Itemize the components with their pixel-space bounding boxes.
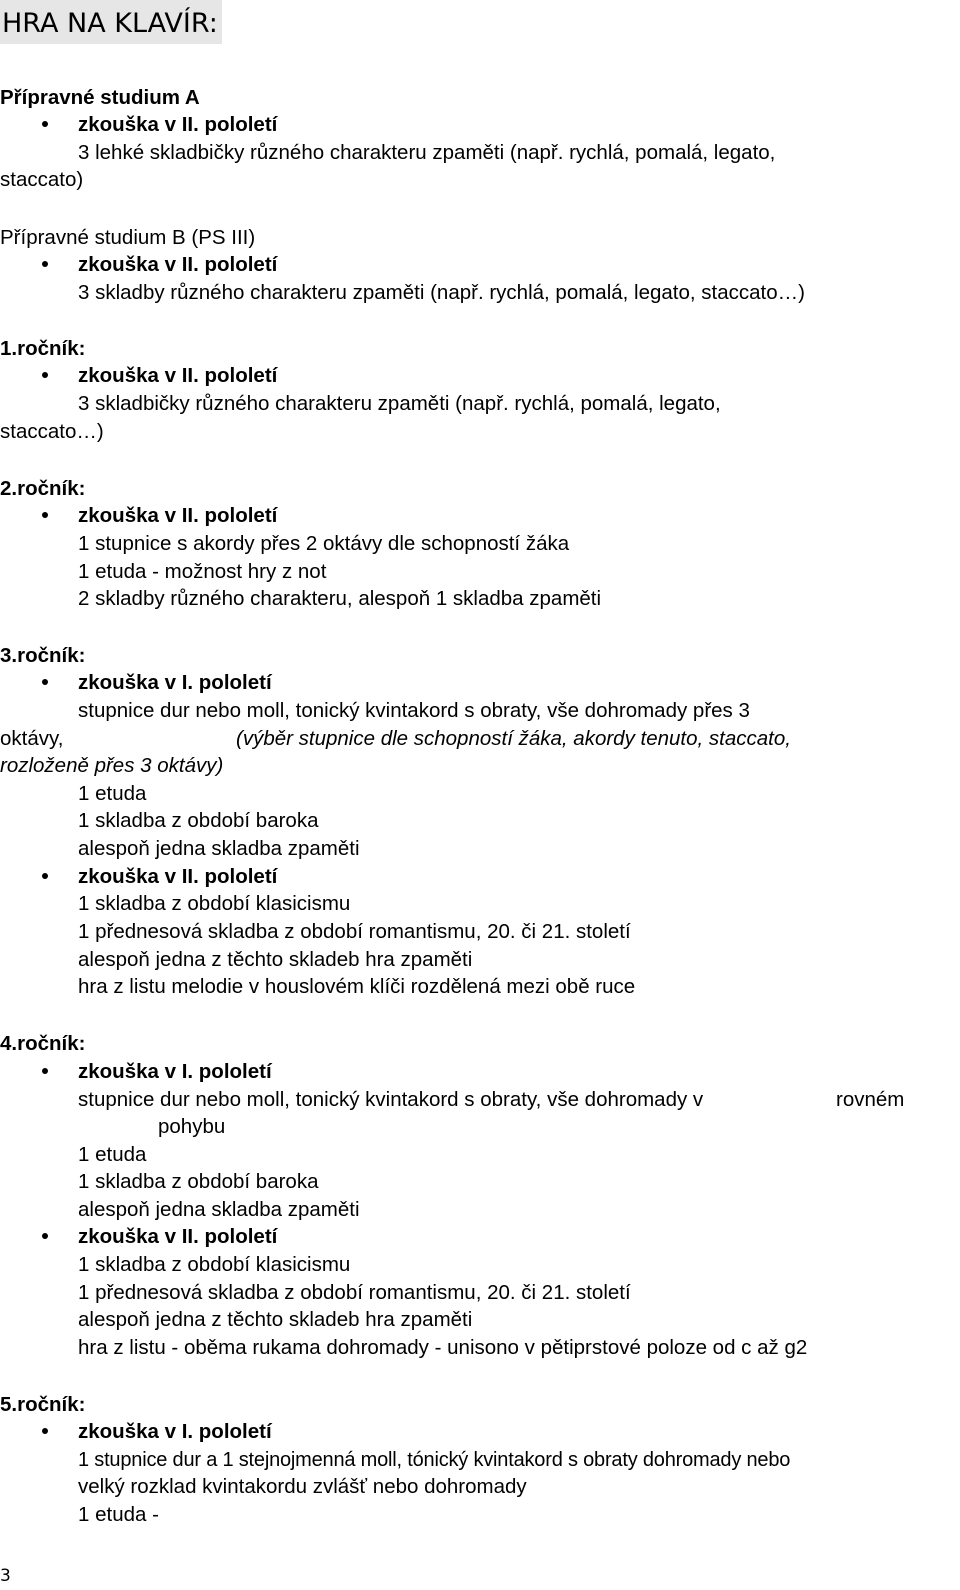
requirement-line: 3 skladbičky různého charakteru zpaměti (např. rychlá, pomalá, legato, — [78, 392, 721, 415]
bullet-icon — [42, 512, 48, 518]
requirement-note: rozloženě přes 3 oktávy) — [0, 754, 224, 777]
bullet-icon — [42, 679, 48, 685]
requirement-line: hra z listu melodie v houslovém klíči rozdělená mezi obě ruce — [78, 975, 636, 998]
section-heading: 5.ročník: — [0, 1393, 86, 1416]
requirement-line: alespoň jedna skladba zpaměti — [78, 837, 360, 860]
requirement-line: 1 skladba z období baroka — [78, 809, 319, 832]
requirement-line: 1 skladba z období klasicismu — [78, 892, 351, 915]
bullet-icon — [42, 1428, 48, 1434]
bullet-icon — [42, 1068, 48, 1074]
section-heading: Přípravné studium A — [0, 86, 200, 109]
section-heading: 4.ročník: — [0, 1032, 86, 1055]
requirement-line: 3 lehké skladbičky různého charakteru zpaměti (např. rychlá, pomalá, legato, — [78, 141, 776, 164]
requirement-line: 1 etuda - — [78, 1503, 159, 1526]
section-heading: 2.ročník: — [0, 477, 86, 500]
exam-term: zkouška v I. pololetí — [78, 1420, 272, 1443]
requirement-line: staccato) — [0, 168, 84, 191]
requirement-line: staccato…) — [0, 420, 104, 443]
requirement-line: 1 přednesová skladba z období romantismu, 20. či 21. století — [78, 1281, 631, 1304]
requirement-line: 1 přednesová skladba z období romantismu, 20. či 21. století — [78, 920, 631, 943]
requirement-line: 1 skladba z období klasicismu — [78, 1253, 351, 1276]
requirement-note: (výběr stupnice dle schopností žáka, akordy tenuto, staccato, — [236, 727, 791, 750]
bullet-icon — [42, 1233, 48, 1239]
bullet-icon — [42, 121, 48, 127]
exam-term: zkouška v II. pololetí — [78, 253, 278, 276]
requirement-line: 1 stupnice s akordy přes 2 oktávy dle schopností žáka — [78, 532, 570, 555]
bullet-icon — [42, 873, 48, 879]
requirement-line: hra z listu - oběma rukama dohromady - unisono v pětiprstové poloze od c až g2 — [78, 1336, 808, 1359]
page-number: 3 — [0, 1566, 11, 1586]
requirement-line: 3 skladby různého charakteru zpaměti (např. rychlá, pomalá, legato, staccato…) — [78, 281, 805, 304]
requirement-line: pohybu — [158, 1115, 226, 1138]
bullet-icon — [42, 261, 48, 267]
requirement-line: alespoň jedna skladba zpaměti — [78, 1198, 360, 1221]
requirement-line: stupnice dur nebo moll, tonický kvintakord s obraty, vše dohromady přes 3 — [78, 699, 750, 722]
requirement-line: 1 etuda — [78, 1143, 147, 1166]
section-heading: 1.ročník: — [0, 337, 86, 360]
document-title: HRA NA KLAVÍR: — [0, 0, 222, 44]
requirement-line: velký rozklad kvintakordu zvlášť nebo dohromady — [78, 1475, 527, 1498]
requirement-line: alespoň jedna z těchto skladeb hra zpaměti — [78, 948, 473, 971]
requirement-line: 1 skladba z období baroka — [78, 1170, 319, 1193]
requirement-line: 2 skladby různého charakteru, alespoň 1 skladba zpaměti — [78, 587, 602, 610]
exam-term: zkouška v II. pololetí — [78, 1225, 278, 1248]
exam-term: zkouška v II. pololetí — [78, 865, 278, 888]
section-heading: Přípravné studium B (PS III) — [0, 226, 256, 249]
exam-term: zkouška v I. pololetí — [78, 671, 272, 694]
requirement-line: 1 etuda - možnost hry z not — [78, 560, 327, 583]
requirement-line: rovném — [836, 1088, 905, 1111]
requirement-line: 1 etuda — [78, 782, 147, 805]
bullet-icon — [42, 372, 48, 378]
exam-term: zkouška v II. pololetí — [78, 113, 278, 136]
requirement-line: alespoň jedna z těchto skladeb hra zpaměti — [78, 1308, 473, 1331]
exam-term: zkouška v I. pololetí — [78, 1060, 272, 1083]
requirement-line: stupnice dur nebo moll, tonický kvintakord s obraty, vše dohromady v — [78, 1088, 704, 1111]
exam-term: zkouška v II. pololetí — [78, 364, 278, 387]
requirement-line: 1 stupnice dur a 1 stejnojmenná moll, tónický kvintakord s obraty dohromady nebo — [78, 1449, 791, 1471]
exam-term: zkouška v II. pololetí — [78, 504, 278, 527]
section-heading: 3.ročník: — [0, 644, 86, 667]
requirement-line: oktávy, — [0, 727, 64, 750]
